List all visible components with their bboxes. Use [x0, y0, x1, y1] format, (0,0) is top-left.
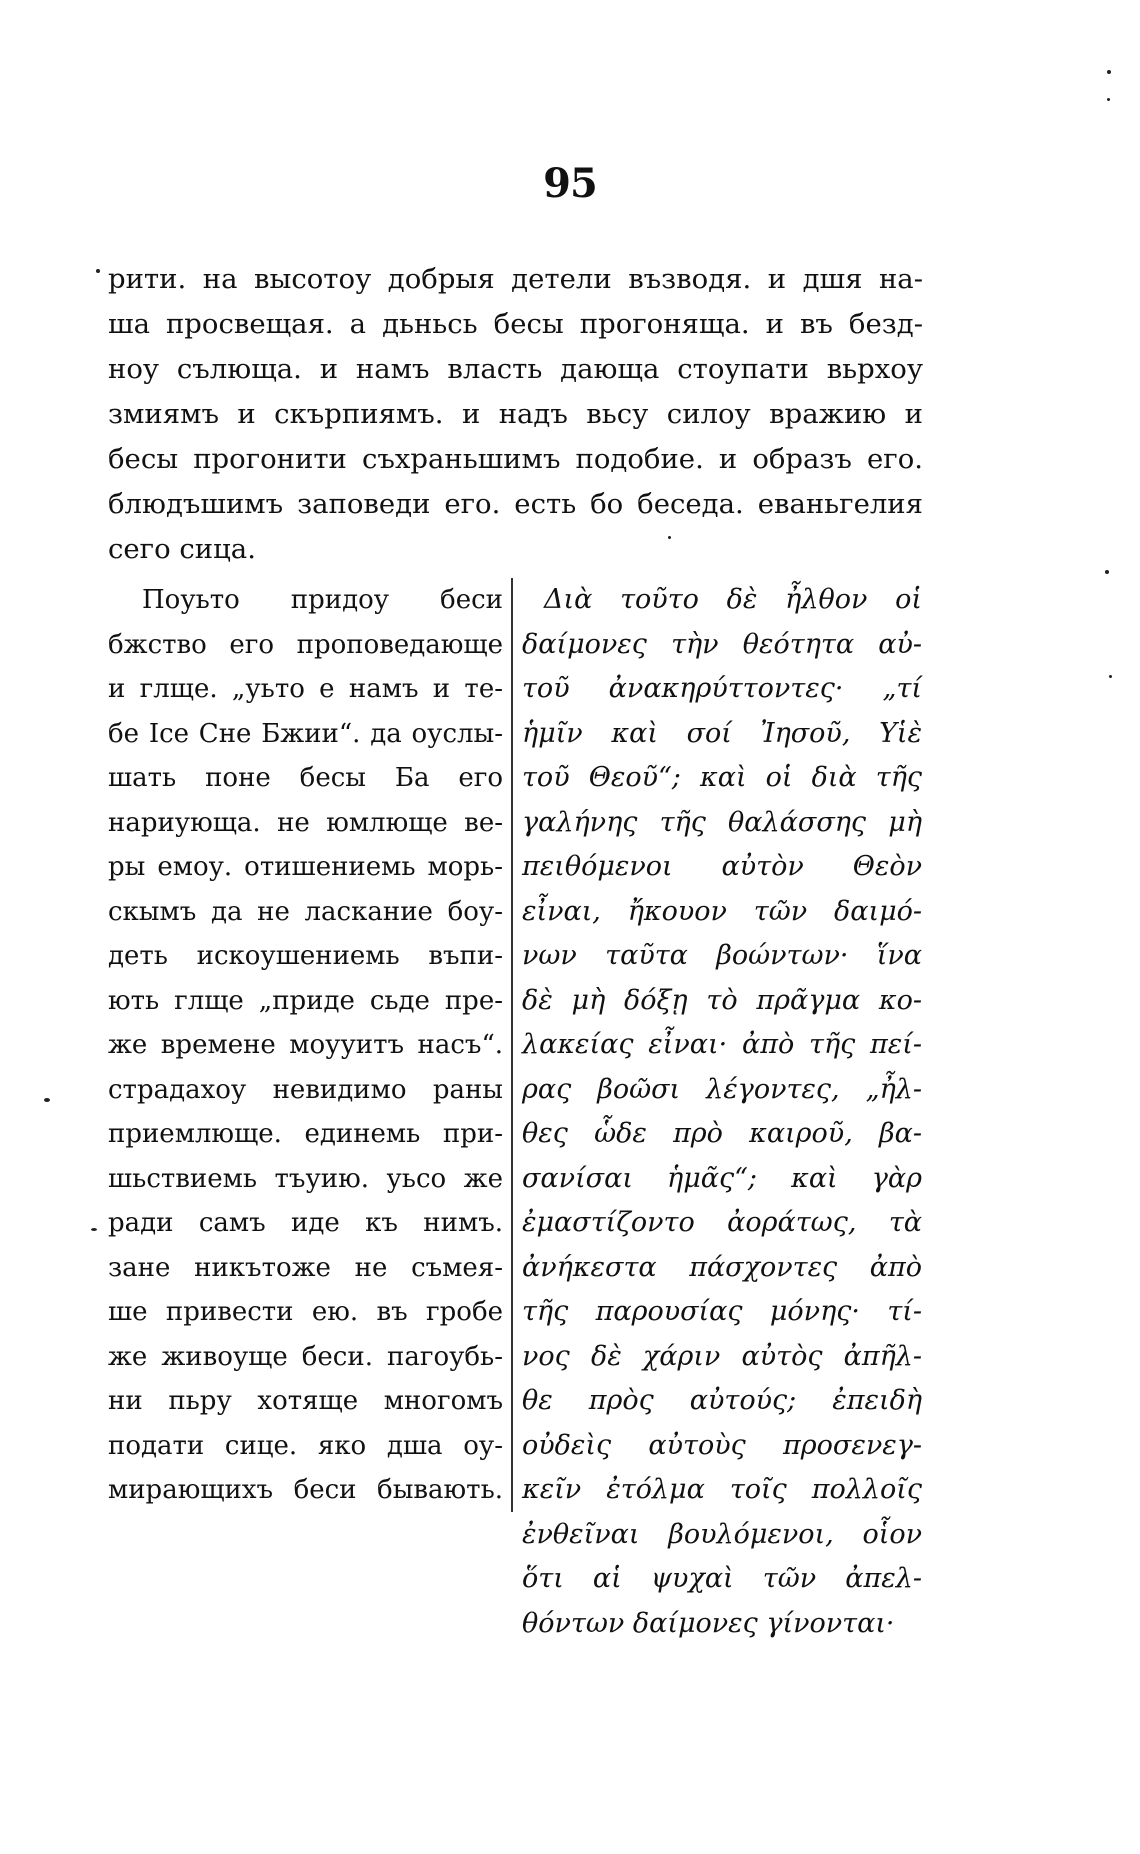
slavonic-line: ють глще „приде сьде пре-: [108, 985, 503, 1016]
intro-line: змиямъ и скърпиямъ. и надъ вьсу силоу вражию и: [108, 398, 923, 430]
scan-speck: [1107, 98, 1110, 101]
slavonic-line: ради самъ иде къ нимъ.: [108, 1208, 503, 1238]
greek-line: τοῦ Θεοῦ“; καὶ οἱ διὰ τῆς: [522, 762, 922, 793]
slavonic-line: деть искоушениемь въпи-: [108, 941, 503, 971]
intro-line: ноу сълюща. и намъ власть дающа стоупати вьрхоу: [108, 353, 923, 385]
slavonic-line: же времене моууитъ насъ“.: [108, 1030, 503, 1060]
greek-line: ἀνήκεστα πάσχοντες ἀπὸ: [522, 1251, 922, 1283]
slavonic-line: и глще. „уьто е намъ и те-: [108, 674, 503, 704]
greek-line: ἡμῖν καὶ σοί Ἰησοῦ, Υἱὲ: [522, 717, 922, 749]
intro-line: блюдъшимъ заповеди его. есть бо беседа. еваньгелия: [108, 488, 923, 520]
scan-speck: [91, 1228, 97, 1231]
greek-line: θόντων δαίμονες γίνονται·: [522, 1607, 895, 1639]
greek-line: νων ταῦτα βοώντων· ἵνα: [522, 940, 922, 971]
greek-line: θες ὧδε πρὸ καιροῦ, βα-: [522, 1118, 922, 1149]
intro-line: рити. на высотоу добрыя детели възводя. и дшя на-: [108, 263, 923, 295]
greek-line: θε πρὸς αὐτούς; ἐπειδὴ: [522, 1385, 922, 1416]
scan-speck: [1109, 675, 1112, 678]
slavonic-line: нариующа. не юмлюще ве-: [108, 807, 503, 838]
slavonic-line: зане никътоже не съмея-: [108, 1252, 503, 1283]
slavonic-line: скымъ да не ласкание боу-: [108, 896, 503, 927]
greek-line: ὅτι αἱ ψυχαὶ τῶν ἀπελ-: [522, 1563, 922, 1594]
slavonic-line: ни пьру хотяще многомъ: [108, 1386, 503, 1416]
slavonic-line: мирающихъ беси бывають.: [108, 1475, 503, 1505]
greek-column: [522, 578, 922, 1646]
slavonic-line: бе Ісе Сне Бжии“. да оуслы-: [108, 718, 503, 749]
greek-line: σανίσαι ἡμᾶς“; καὶ γὰρ: [522, 1162, 922, 1194]
greek-line: κεῖν ἐτόλμα τοῖς πολλοῖς: [522, 1474, 922, 1505]
greek-line: οὐδεὶς αὐτοὺς προσενεγ-: [522, 1429, 922, 1461]
greek-line: Διὰ τοῦτο δὲ ἦλθον οἱ: [544, 584, 922, 615]
slavonic-line: страдахоу невидимо раны: [108, 1074, 503, 1105]
greek-line: νος δὲ χάριν αὐτὸς ἀπῆλ-: [522, 1340, 922, 1372]
scan-speck: [1107, 70, 1111, 74]
scan-speck: [96, 269, 100, 273]
greek-line: λακείας εἶναι· ἀπὸ τῆς πεί-: [522, 1029, 922, 1060]
greek-line: τοῦ ἀνακηρύττοντες· „τί: [522, 673, 922, 704]
scan-speck: [1105, 570, 1109, 574]
slavonic-column: [108, 578, 503, 1513]
page-number: 95: [543, 160, 597, 207]
column-divider: [511, 578, 513, 1512]
intro-line: бесы прогонити съхраньшимъ подобие. и образъ его.: [108, 443, 923, 475]
greek-line: ἐνθεῖναι βουλόμενοι, οἷον: [522, 1518, 922, 1550]
greek-line: πειθόμενοι αὐτὸν Θεὸν: [522, 851, 922, 882]
slavonic-line: подати сице. яко дша оу-: [108, 1430, 503, 1461]
greek-line: δὲ μὴ δόξῃ τὸ πρᾶγμα κο-: [522, 984, 922, 1016]
slavonic-line: Поуьто придоу беси: [142, 585, 503, 615]
greek-line: ρας βοῶσι λέγοντες, „ἦλ-: [522, 1073, 922, 1105]
slavonic-line: ры емоу. отишениемь морь-: [108, 852, 503, 882]
greek-line: τῆς παρουσίας μόνης· τί-: [522, 1296, 922, 1327]
slavonic-line: приемлюще. единемь при-: [108, 1119, 503, 1149]
greek-line: ἐμαστίζοντο ἀοράτως, τὰ: [522, 1207, 922, 1238]
slavonic-line: же живоуще беси. пагоубь-: [108, 1341, 503, 1372]
intro-paragraph: [108, 257, 923, 572]
greek-line: δαίμονες τὴν θεότητα αὐ-: [522, 628, 922, 660]
slavonic-line: шьствиемь тъуию. уьсо же: [108, 1163, 503, 1194]
greek-line: γαλήνης τῆς θαλάσσης μὴ: [522, 806, 922, 838]
slavonic-line: ше привести ею. въ гробе: [108, 1297, 503, 1327]
slavonic-line: бжство его проповедающе: [108, 629, 503, 660]
scan-speck: [668, 536, 671, 539]
intro-line: сего сица.: [108, 533, 256, 565]
slavonic-line: шать поне бесы Ба его: [108, 763, 503, 793]
greek-line: εἶναι, ἤκουον τῶν δαιμό-: [522, 895, 922, 927]
scan-speck: [44, 1098, 50, 1102]
intro-line: ша просвещая. а дьньсь бесы прогоняща. и въ безд-: [108, 308, 923, 340]
